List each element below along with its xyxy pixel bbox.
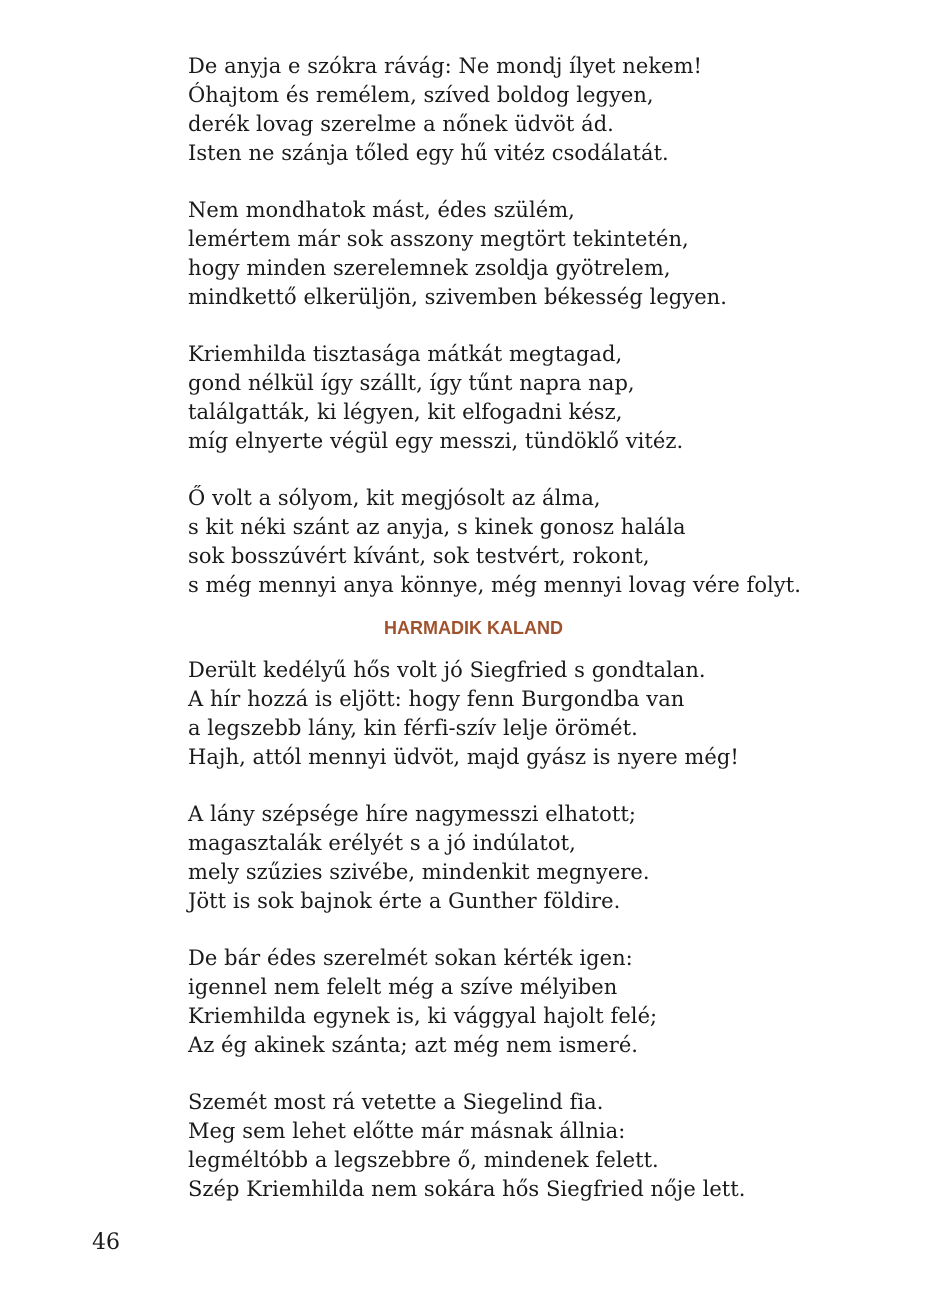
verse-line: Az ég akinek szánta; azt még nem ismeré. — [188, 1033, 639, 1057]
verse-line: sok bosszúvért kívánt, sok testvért, rokont, — [188, 544, 650, 568]
verse-line: magasztalák erélyét s a jó indúlatot, — [188, 831, 576, 855]
poem-column — [188, 52, 888, 1232]
verse-line: Meg sem lehet előtte már másnak állnia: — [188, 1119, 626, 1143]
verse-line: A lány szépsége híre nagymesszi elhatott; — [188, 802, 636, 826]
verse-line: A hír hozzá is eljött: hogy fenn Burgondba van — [188, 687, 685, 711]
verse-line: Kriemhilda tisztasága mátkát megtagad, — [188, 342, 623, 366]
verse-line: De bár édes szerelmét sokan kérték igen: — [188, 946, 633, 970]
verse-line: míg elnyerte végül egy messzi, tündöklő vitéz. — [188, 429, 684, 453]
verse-line: a legszebb lány, kin férfi-szív lelje örömét. — [188, 716, 638, 740]
verse-line: Isten ne szánja tőled egy hű vitéz csodálatát. — [188, 141, 669, 165]
verse-line: Kriemhilda egynek is, ki vággyal hajolt felé; — [188, 1004, 658, 1028]
page-number: 46 — [92, 1230, 120, 1255]
verse-line: igennel nem felelt még a szíve mélyiben — [188, 975, 618, 999]
stanza — [188, 944, 888, 1060]
verse-line: találgatták, ki légyen, kit elfogadni kész, — [188, 400, 623, 424]
verse-line: De anyja e szókra rávág: Ne mondj ílyet nekem! — [188, 54, 703, 78]
stanza — [188, 196, 888, 312]
verse-line: Ő volt a sólyom, kit megjósolt az álma, — [188, 486, 601, 510]
verse-line: Hajh, attól mennyi üdvöt, majd gyász is nyere még! — [188, 745, 739, 769]
verse-line: Derült kedélyű hős volt jó Siegfried s gondtalan. — [188, 658, 706, 682]
stanza — [188, 52, 888, 168]
stanza — [188, 340, 888, 456]
verse-line: mely szűzies szivébe, mindenkit megnyere. — [188, 860, 650, 884]
stanza — [188, 800, 888, 916]
verse-line: derék lovag szerelme a nőnek üdvöt ád. — [188, 112, 614, 136]
verse-line: Szép Kriemhilda nem sokára hős Siegfried nője lett. — [188, 1177, 746, 1201]
chapter-heading: HARMADIK KALAND — [384, 618, 563, 638]
verse-line: lemértem már sok asszony megtört tekintetén, — [188, 227, 689, 251]
verse-line: legméltóbb a legszebbre ő, mindenek felett. — [188, 1148, 659, 1172]
verse-line: Jött is sok bajnok érte a Gunther földire. — [188, 889, 621, 913]
verse-line: s még mennyi anya könnye, még mennyi lovag vére folyt. — [188, 573, 801, 597]
verse-line: hogy minden szerelemnek zsoldja gyötrelem, — [188, 256, 671, 280]
verse-line: Óhajtom és remélem, szíved boldog legyen, — [188, 83, 654, 107]
verse-line: Szemét most rá vetette a Siegelind fia. — [188, 1090, 604, 1114]
stanza — [188, 656, 888, 772]
verse-line: mindkettő elkerüljön, szivemben békesség legyen. — [188, 285, 727, 309]
verse-line: Nem mondhatok mást, édes szülém, — [188, 198, 575, 222]
stanza — [188, 484, 888, 600]
verse-line: gond nélkül így szállt, így tűnt napra nap, — [188, 371, 635, 395]
stanza — [188, 1088, 888, 1204]
verse-line: s kit néki szánt az anyja, s kinek gonosz halála — [188, 515, 686, 539]
